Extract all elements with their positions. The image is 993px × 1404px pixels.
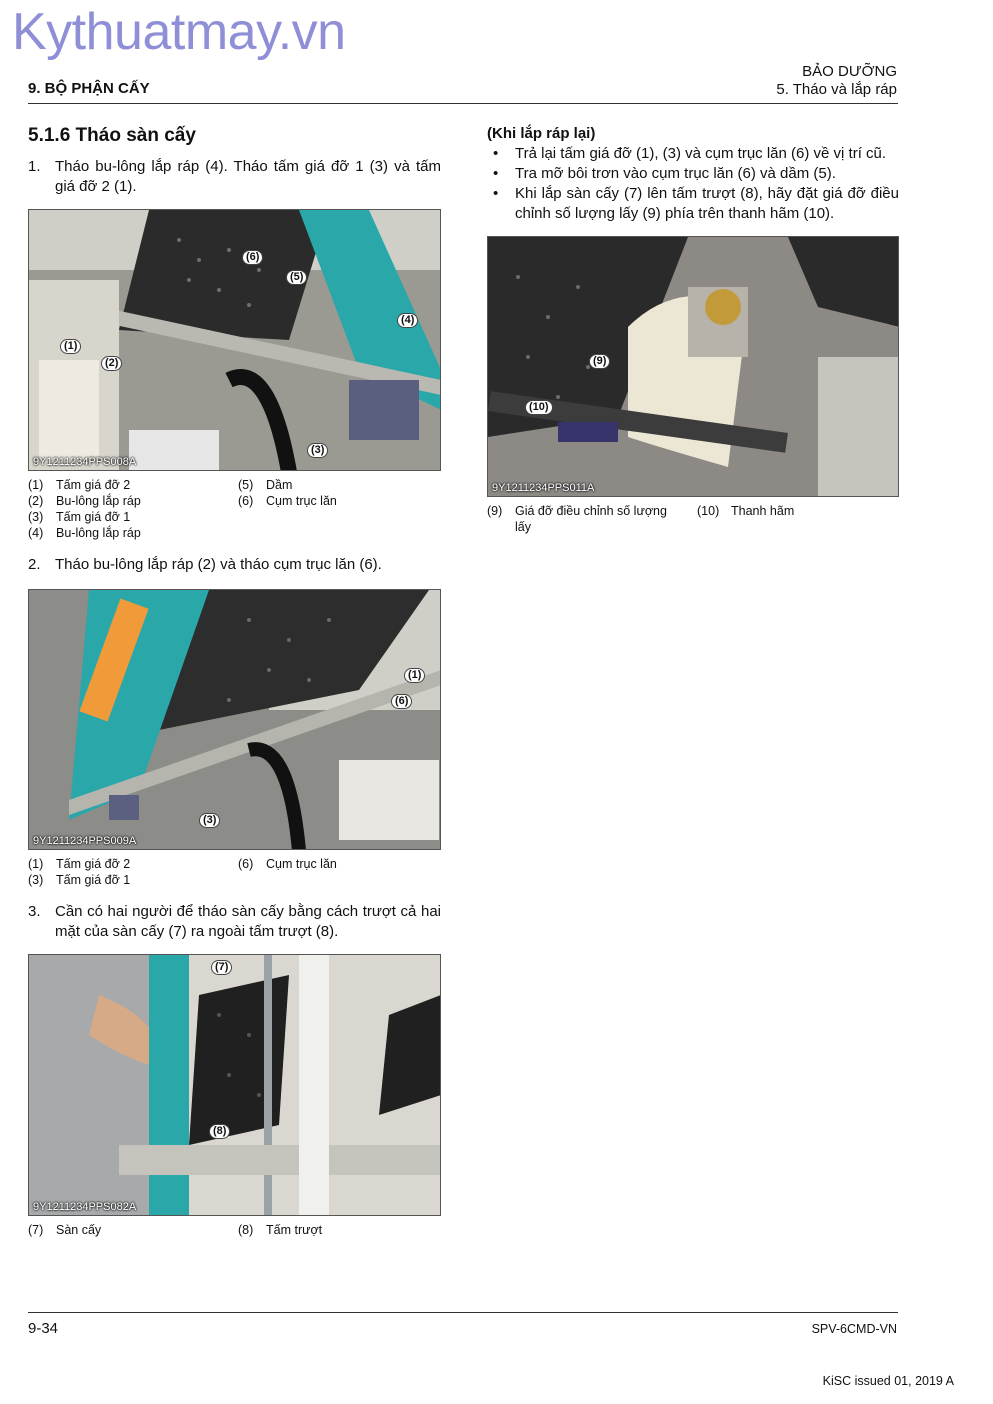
- bullet-icon: •: [493, 145, 499, 162]
- callout-6: (6): [242, 250, 263, 265]
- page-number: 9-34: [28, 1320, 59, 1337]
- legend-item: [28, 872, 238, 888]
- document-code: SPV-6CMD-VN: [811, 1322, 897, 1336]
- figure-legend-4: [487, 503, 899, 535]
- figure-photo-2: [28, 589, 441, 850]
- legend-number: (6): [238, 494, 254, 508]
- legend-item: [28, 1222, 238, 1238]
- step-1: [28, 157, 441, 197]
- photo-illustration: [29, 210, 441, 471]
- header-section: [776, 63, 897, 99]
- legend-item: [697, 503, 897, 535]
- legend-number: (8): [238, 1223, 254, 1237]
- legend-item: [238, 493, 438, 509]
- step-3: [28, 902, 441, 942]
- legend-number: (4): [28, 526, 44, 540]
- left-column: [28, 125, 441, 1238]
- legend-item: [28, 477, 238, 493]
- list-item: [487, 164, 899, 184]
- bullet-icon: •: [493, 185, 499, 202]
- callout-3: (3): [199, 813, 220, 828]
- legend-text: Cụm trục lăn: [266, 494, 337, 508]
- legend-number: (1): [28, 478, 44, 492]
- legend-number: [238, 509, 266, 525]
- legend-text: Bu-lông lắp ráp: [56, 526, 141, 540]
- reassembly-heading: (Khi lắp ráp lại): [487, 125, 596, 142]
- legend-item-empty: [238, 509, 438, 525]
- photo-illustration: [29, 955, 441, 1216]
- figure-legend-3: [28, 1222, 441, 1238]
- step-text: Tháo bu-lông lắp ráp (2) và tháo cụm trục lăn (6).: [55, 556, 382, 573]
- list-item: [487, 144, 899, 164]
- callout-3: (3): [307, 443, 328, 458]
- header-divider: [28, 103, 898, 104]
- section-heading: 5.1.6 Tháo sàn cấy: [28, 125, 196, 146]
- callout-9: (9): [589, 354, 610, 369]
- watermark: Kythuatmay.vn: [12, 3, 346, 61]
- legend-text: Dầm: [266, 478, 293, 492]
- legend-item: [28, 493, 238, 509]
- photo-id: 9Y1211234PPS011A: [492, 482, 595, 494]
- legend-item: [28, 509, 238, 525]
- legend-text: Cụm trục lăn: [266, 857, 337, 871]
- photo-illustration: [488, 237, 899, 497]
- callout-7: (7): [211, 960, 232, 975]
- list-item-text: Tra mỡ bôi trơn vào cụm trục lăn (6) và dầm (5).: [515, 165, 836, 182]
- legend-number: (10): [697, 504, 720, 518]
- figure-legend-2: [28, 856, 441, 888]
- step-number: 1.: [28, 158, 41, 175]
- legend-number: (2): [28, 494, 44, 508]
- figure-photo-1: [28, 209, 441, 471]
- legend-text: Tấm giá đỡ 1: [56, 873, 131, 887]
- list-item: [487, 184, 899, 224]
- step-number: 2.: [28, 556, 41, 573]
- issue-note: KiSC issued 01, 2019 A: [822, 1374, 954, 1388]
- legend-text: Giá đỡ điều chỉnh số lượng lấy: [515, 504, 667, 534]
- legend-number: (1): [28, 857, 44, 871]
- list-item-text: Trả lại tấm giá đỡ (1), (3) và cụm trục lăn (6) về vị trí cũ.: [515, 145, 887, 162]
- figure-photo-4: [487, 236, 899, 497]
- legend-item: [238, 477, 438, 493]
- legend-number: (5): [238, 478, 254, 492]
- bullet-icon: •: [493, 165, 499, 182]
- callout-10: (10): [525, 400, 553, 415]
- figure-legend-1: [28, 477, 441, 541]
- callout-5: (5): [286, 270, 307, 285]
- callout-1: (1): [60, 339, 81, 354]
- legend-text: Tấm giá đỡ 1: [56, 510, 131, 524]
- photo-id: 9Y1211234PPS082A: [33, 1201, 137, 1213]
- legend-number: (3): [28, 873, 44, 887]
- footer-divider: [28, 1312, 898, 1313]
- legend-item: [238, 856, 438, 872]
- legend-item: [487, 503, 697, 535]
- legend-item: [28, 856, 238, 872]
- callout-6: (6): [391, 694, 412, 709]
- callout-2: (2): [101, 356, 122, 371]
- figure-photo-3: [28, 954, 441, 1216]
- subsection-title: 5. Tháo và lắp ráp: [776, 81, 897, 98]
- chapter-title: 9. BỘ PHẬN CẤY: [28, 80, 150, 97]
- section-title: BẢO DƯỠNG: [802, 63, 897, 80]
- legend-item: [238, 1222, 438, 1238]
- legend-number: (7): [28, 1223, 44, 1237]
- step-2: [28, 555, 441, 575]
- photo-id: 9Y1211234PPS008A: [33, 456, 137, 468]
- callout-1: (1): [404, 668, 425, 683]
- photo-id: 9Y1211234PPS009A: [33, 835, 137, 847]
- legend-text: Sàn cấy: [56, 1223, 102, 1237]
- step-text: Tháo bu-lông lắp ráp (4). Tháo tấm giá đỡ 1 (3) và tấm giá đỡ 2 (1).: [55, 158, 441, 195]
- legend-number: (6): [238, 857, 254, 871]
- reassembly-list: [487, 144, 899, 224]
- photo-illustration: [29, 590, 441, 850]
- legend-text: Tấm giá đỡ 2: [56, 857, 131, 871]
- legend-number: (9): [487, 504, 503, 518]
- legend-text: Tấm trượt: [266, 1223, 323, 1237]
- legend-text: Bu-lông lắp ráp: [56, 494, 141, 508]
- callout-8: (8): [209, 1124, 230, 1139]
- legend-text: Thanh hãm: [731, 504, 795, 518]
- legend-item: [28, 525, 238, 541]
- right-column: [487, 125, 899, 535]
- callout-4: (4): [397, 313, 418, 328]
- step-number: 3.: [28, 903, 41, 920]
- legend-text: Tấm giá đỡ 2: [56, 478, 131, 492]
- step-text: Cần có hai người để tháo sàn cấy bằng cách trượt cả hai mặt của sàn cấy (7) ra ngoài tấm trượt (8).: [55, 903, 441, 940]
- list-item-text: Khi lắp sàn cấy (7) lên tấm trượt (8), hãy đặt giá đỡ điều chỉnh số lượng lấy (9) phía trên thanh hãm (10).: [515, 185, 899, 222]
- legend-number: (3): [28, 510, 44, 524]
